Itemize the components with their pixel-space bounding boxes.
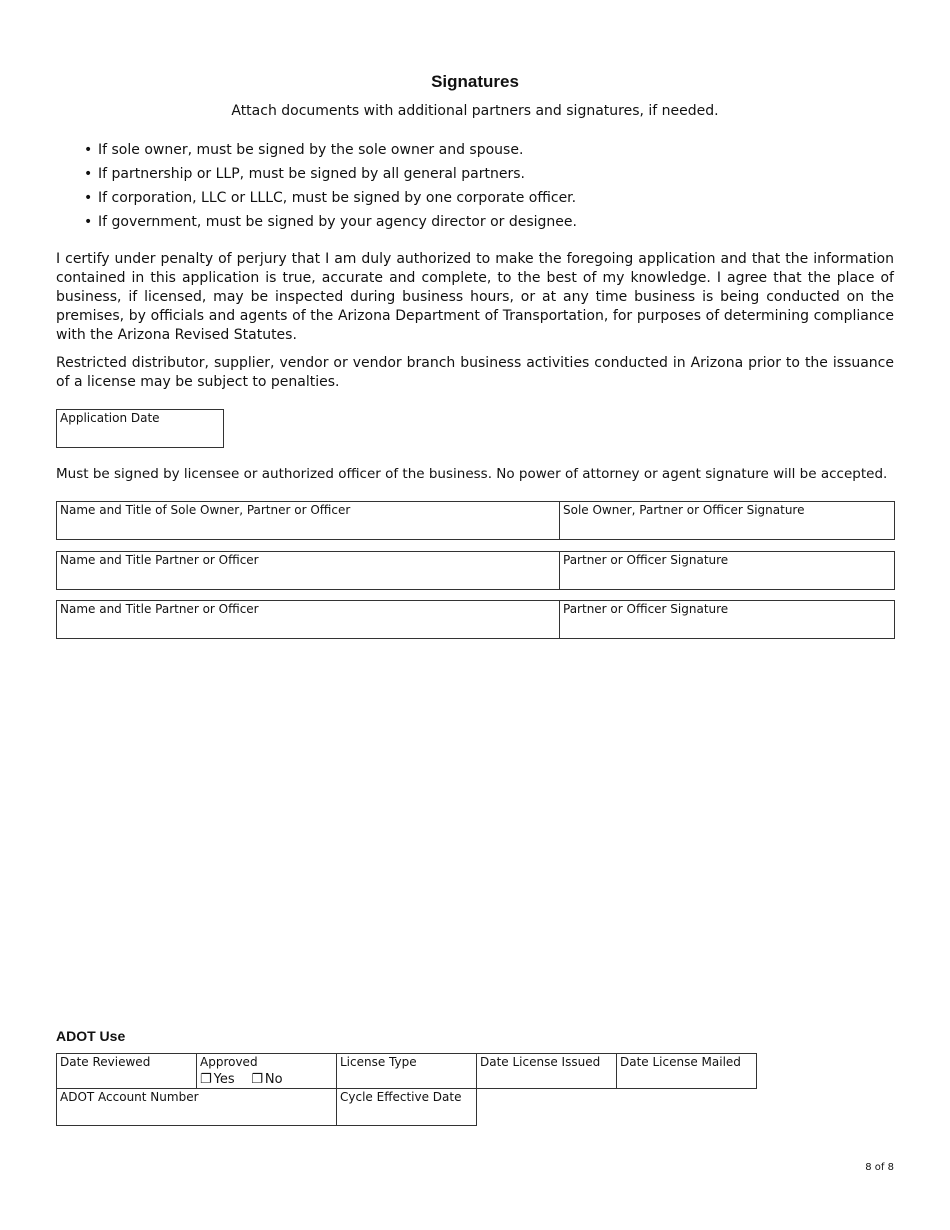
signature-field[interactable] <box>560 502 894 539</box>
field-label: Partner or Officer Signature <box>563 553 729 567</box>
empty-cell <box>477 1089 617 1126</box>
signature-row <box>56 551 895 590</box>
signing-notice: Must be signed by licensee or authorized officer of the business. No power of attorney or agent signature will be accepted. <box>56 466 888 482</box>
list-item: • If corporation, LLC or LLLC, must be signed by one corporate officer. <box>84 190 577 206</box>
signature-field[interactable] <box>560 601 894 638</box>
list-item: • If sole owner, must be signed by the sole owner and spouse. <box>84 142 524 158</box>
page-title: Signatures <box>431 72 519 91</box>
license-type-field[interactable]: License Type <box>337 1054 477 1089</box>
field-label: Sole Owner, Partner or Officer Signature <box>563 503 805 517</box>
empty-cell <box>617 1089 757 1126</box>
name-title-field[interactable] <box>57 502 560 539</box>
name-title-field[interactable] <box>57 601 560 638</box>
date-reviewed-field[interactable]: Date Reviewed <box>57 1054 197 1089</box>
date-license-mailed-field[interactable]: Date License Mailed <box>617 1054 757 1089</box>
adot-use-table <box>56 1053 757 1126</box>
name-title-field[interactable] <box>57 552 560 589</box>
bullet-icon: • <box>84 190 93 206</box>
subtitle: Attach documents with additional partners and signatures, if needed. <box>231 103 719 119</box>
bullet-icon: • <box>84 166 93 182</box>
bullet-icon: • <box>84 142 93 158</box>
adot-account-number-field[interactable]: ADOT Account Number <box>57 1089 337 1126</box>
certification-paragraph: I certify under penalty of perjury that I am duly authorized to make the foregoing application and that the information contained in this application is true, accurate and complete, to the best of my knowledge. I agree that the place of business, if licensed, may be inspected during business hours, or at any time business is being conducted on the premises, by officials and agents of the Arizona Department of Transportation, for purposes of determining compliance with the Arizona Revised Statutes. <box>56 251 894 343</box>
list-item: • If government, must be signed by your agency director or designee. <box>84 214 577 230</box>
signing-rules-list <box>84 140 577 236</box>
approved-field: Approved ❐ Yes ❐ No <box>197 1054 337 1089</box>
list-item: • If partnership or LLP, must be signed by all general partners. <box>84 166 525 182</box>
field-label: Name and Title Partner or Officer <box>60 602 259 616</box>
checkbox-icon[interactable]: ❐ <box>200 1072 212 1087</box>
signature-field[interactable] <box>560 552 894 589</box>
approved-yes-label: Yes <box>213 1072 235 1087</box>
field-label: Name and Title Partner or Officer <box>60 553 259 567</box>
field-label: Partner or Officer Signature <box>563 602 729 616</box>
signature-row <box>56 600 895 639</box>
page-number: 8 of 8 <box>865 1162 894 1173</box>
adot-use-heading: ADOT Use <box>56 1028 126 1044</box>
checkbox-icon[interactable]: ❐ <box>251 1072 263 1087</box>
application-date-field[interactable] <box>56 409 224 448</box>
field-label: Application Date <box>60 411 160 425</box>
restriction-paragraph: Restricted distributor, supplier, vendor or vendor branch business activities conducted in Arizona prior to the issuance of a license may be subject to penalties. <box>56 355 894 390</box>
date-license-issued-field[interactable]: Date License Issued <box>477 1054 617 1089</box>
bullet-icon: • <box>84 214 93 230</box>
cycle-effective-date-field[interactable]: Cycle Effective Date <box>337 1089 477 1126</box>
signature-row <box>56 501 895 540</box>
field-label: Name and Title of Sole Owner, Partner or Officer <box>60 503 351 517</box>
approved-no-label: No <box>264 1072 283 1087</box>
